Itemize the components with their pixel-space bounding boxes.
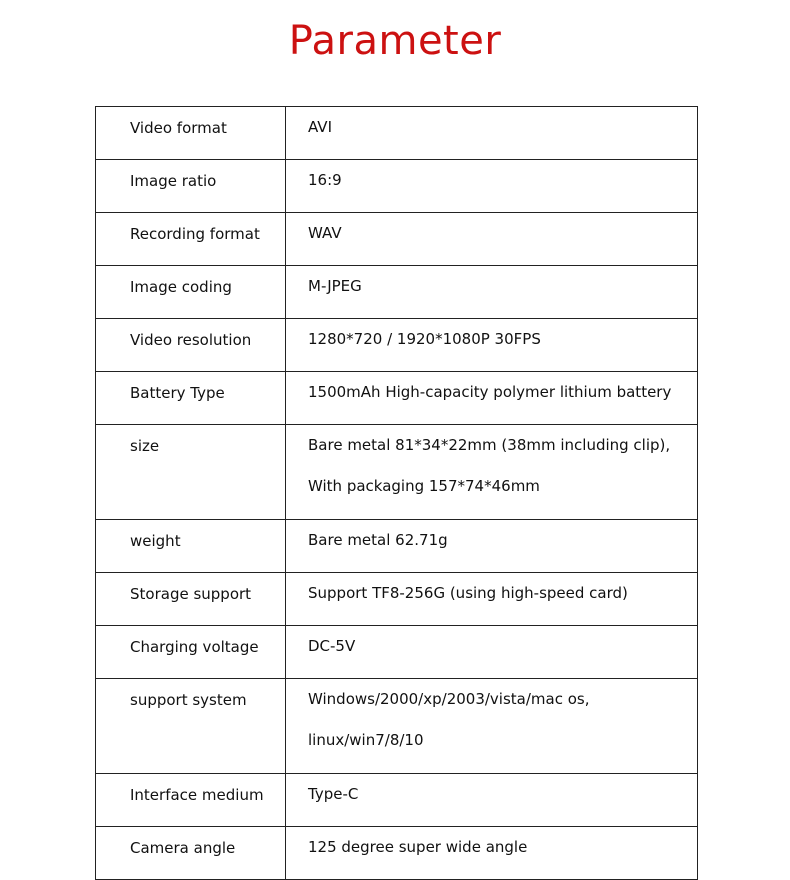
row-value (286, 266, 698, 319)
row-label (96, 520, 286, 573)
parameter-table-body (96, 107, 698, 880)
value-line: DC-5V (308, 637, 356, 655)
row-label (96, 372, 286, 425)
row-value (286, 107, 698, 160)
label-text: Video format (130, 119, 227, 137)
table-row-weight (96, 520, 698, 573)
value-line: 1500mAh High-capacity polymer lithium battery (308, 383, 672, 401)
value-line: 16:9 (308, 171, 342, 189)
row-value (286, 827, 698, 880)
table-row-camera-angle (96, 827, 698, 880)
table-row-video-format (96, 107, 698, 160)
value-line: Type-C (308, 785, 359, 803)
row-label (96, 827, 286, 880)
label-text: support system (130, 691, 247, 709)
row-label (96, 679, 286, 774)
row-label (96, 107, 286, 160)
value-line: With packaging 157*74*46mm (308, 477, 540, 495)
page-title: Parameter (288, 18, 502, 64)
row-value (286, 573, 698, 626)
row-label (96, 425, 286, 520)
table-row-video-resolution (96, 319, 698, 372)
label-text: weight (130, 532, 181, 550)
value-line: AVI (308, 118, 332, 136)
label-text: Interface medium (130, 786, 264, 804)
row-label (96, 774, 286, 827)
label-text: Camera angle (130, 839, 236, 857)
table-row-image-coding (96, 266, 698, 319)
table-row-battery-type (96, 372, 698, 425)
row-value (286, 425, 698, 520)
row-label (96, 573, 286, 626)
label-text: Storage support (130, 585, 252, 603)
label-text: Image coding (130, 278, 232, 296)
value-line: Bare metal 81*34*22mm (38mm including clip), (308, 436, 671, 454)
table-row-image-ratio (96, 160, 698, 213)
table-row-recording-format (96, 213, 698, 266)
value-line: Bare metal 62.71g (308, 531, 448, 549)
table-row-size (96, 425, 698, 520)
row-label (96, 160, 286, 213)
table-row-support-system (96, 679, 698, 774)
row-value (286, 213, 698, 266)
row-label (96, 626, 286, 679)
row-label (96, 266, 286, 319)
row-value (286, 160, 698, 213)
value-line: M-JPEG (308, 277, 362, 295)
label-text: Battery Type (130, 384, 225, 402)
value-line: 1280*720 / 1920*1080P 30FPS (308, 330, 541, 348)
label-text: Charging voltage (130, 638, 259, 656)
parameter-table (95, 106, 698, 880)
value-line: linux/win7/8/10 (308, 731, 424, 749)
label-text: Image ratio (130, 172, 217, 190)
row-value (286, 520, 698, 573)
value-line: Support TF8-256G (using high-speed card) (308, 584, 628, 602)
table-row-interface-medium (96, 774, 698, 827)
row-value (286, 626, 698, 679)
table-row-storage-support (96, 573, 698, 626)
label-text: size (130, 437, 160, 455)
value-line: Windows/2000/xp/2003/vista/mac os, (308, 690, 590, 708)
row-label (96, 213, 286, 266)
row-value (286, 679, 698, 774)
row-value (286, 372, 698, 425)
label-text: Recording format (130, 225, 260, 243)
value-line: 125 degree super wide angle (308, 838, 528, 856)
label-text: Video resolution (130, 331, 252, 349)
row-value (286, 774, 698, 827)
row-value (286, 319, 698, 372)
table-row-charging-voltage (96, 626, 698, 679)
row-label (96, 319, 286, 372)
value-line: WAV (308, 224, 342, 242)
